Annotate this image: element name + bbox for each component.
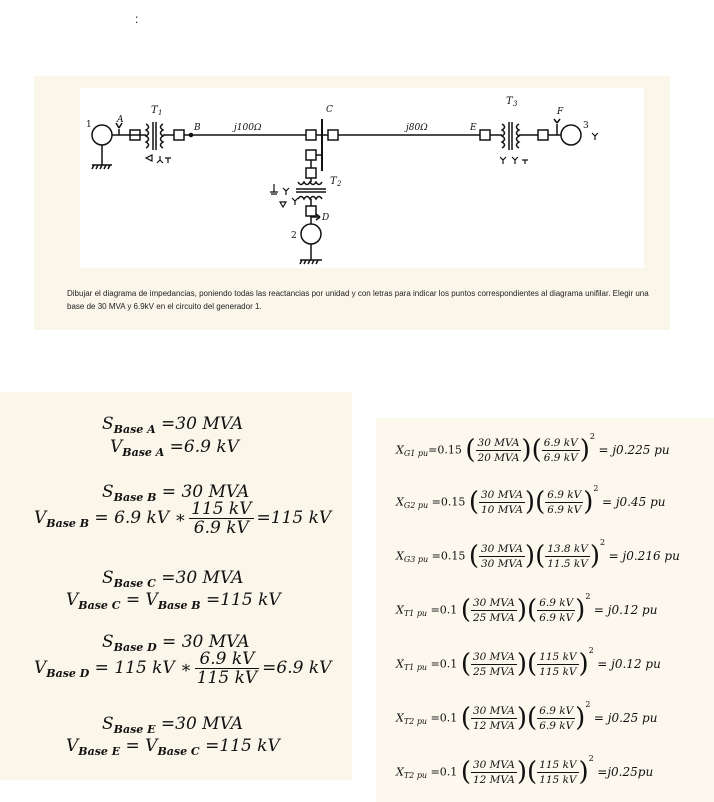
label-T3-sub: 3 (513, 100, 518, 108)
base-c-s: $S_{Base C} =30$ MVA (102, 568, 244, 590)
pu-equation-1: $X_{G1 pu}=0.15$ ( $\frac{\text{30 MVA}}{\text{20 MVA}}$ )( $\frac{6.9 kV}{6.9 kV}$ )$^2$ = j0.225 pu (396, 432, 670, 465)
header-fragment: : (135, 12, 139, 26)
label-T1: T (151, 105, 158, 116)
label-B: B (194, 123, 201, 133)
base-e-s: $S_{Base E} =30$ MVA (102, 714, 243, 736)
label-A: A (117, 115, 124, 125)
base-e-v: $V_{Base E} = V_{Base C} =115$ kV (66, 736, 280, 758)
pu-equation-6: $X_{T2 pu} =0.1$ ( $\frac{\text{30 MVA}}{\text{12 MVA}}$ )( $\frac{6.9 kV}{6.9 kV}$ )$^2$ = j0.25 pu (396, 700, 658, 733)
gen1-label: 1 (86, 120, 92, 130)
label-D: D (322, 213, 330, 223)
pu-equation-4: $X_{T1 pu} =0.1$ ( $\frac{\text{30 MVA}}{\text{25 MVA}}$ )( $\frac{6.9 kV}{6.9 kV}$ )$^2$ = j0.12 pu (396, 592, 658, 625)
label-F: F (557, 107, 564, 117)
label-E: E (470, 123, 477, 133)
label-T2: T (330, 176, 337, 187)
base-a-s: $S_{Base A} =30$ MVA (102, 414, 244, 436)
label-T1-sub: 1 (158, 109, 163, 117)
base-values-panel (0, 392, 352, 780)
label-C: C (326, 105, 333, 115)
pu-equation-2: $X_{G2 pu} =0.15$ ( $\frac{\text{30 MVA}}{\text{10 MVA}}$ )( $\frac{6.9 kV}{6.9 kV}$ )$^2$ = j0.45 pu (396, 484, 666, 517)
pu-equation-3: $X_{G3 pu} =0.15$ ( $\frac{\text{30 MVA}}{\text{30 MVA}}$ )( $\frac{13.8 kV}{11.5 kV}$ )$^2$ = j0.216 pu (396, 538, 680, 571)
base-d-s: $S_{Base D} = 30$ MVA (102, 632, 250, 654)
line-bc-impedance: j100Ω (234, 123, 262, 133)
base-a-v: $V_{Base A} =6.9$ kV (110, 437, 239, 459)
line-ce-impedance: j80Ω (406, 123, 428, 133)
problem-panel (34, 76, 670, 330)
label-T2-sub: 2 (337, 180, 342, 188)
label-T3: T (506, 96, 513, 107)
pu-equation-7: $X_{T2 pu} =0.1$ ( $\frac{\text{30 MVA}}{\text{12 MVA}}$ )( $\frac{115 kV}{115 kV}$ )$^2$ =j0.25pu (396, 754, 654, 787)
problem-instructions: Dibujar el diagrama de impedancias, poniendo todas las reactancias por unidad y con letras para indicar los puntos correspondientes al diagrama unifilar. Elegir una base de 30 MVA y 6.9kV en el circuito del generador 1. (67, 289, 649, 311)
per-unit-panel (376, 418, 714, 802)
base-b-s: $S_{Base B} = 30$ MVA (102, 482, 250, 504)
base-d-v: $V_{Base D} = 115$ kV ∗ $\frac{6.9 kV}{115 kV}$ =6.9 kV (34, 649, 332, 688)
gen3-label: 3 (583, 121, 589, 131)
one-line-diagram (34, 76, 670, 281)
pu-equation-5: $X_{T1 pu} =0.1$ ( $\frac{\text{30 MVA}}{\text{25 MVA}}$ )( $\frac{115 kV}{115 kV}$ )$^2$ = j0.12 pu (396, 646, 661, 679)
base-c-v: $V_{Base C} = V_{Base B} =115$ kV (66, 590, 281, 612)
gen2-label: 2 (291, 231, 297, 241)
base-b-v: $V_{Base B} = 6.9$ kV ∗ $\frac{115 kV}{6.9 kV}$ =115 kV (34, 499, 332, 538)
